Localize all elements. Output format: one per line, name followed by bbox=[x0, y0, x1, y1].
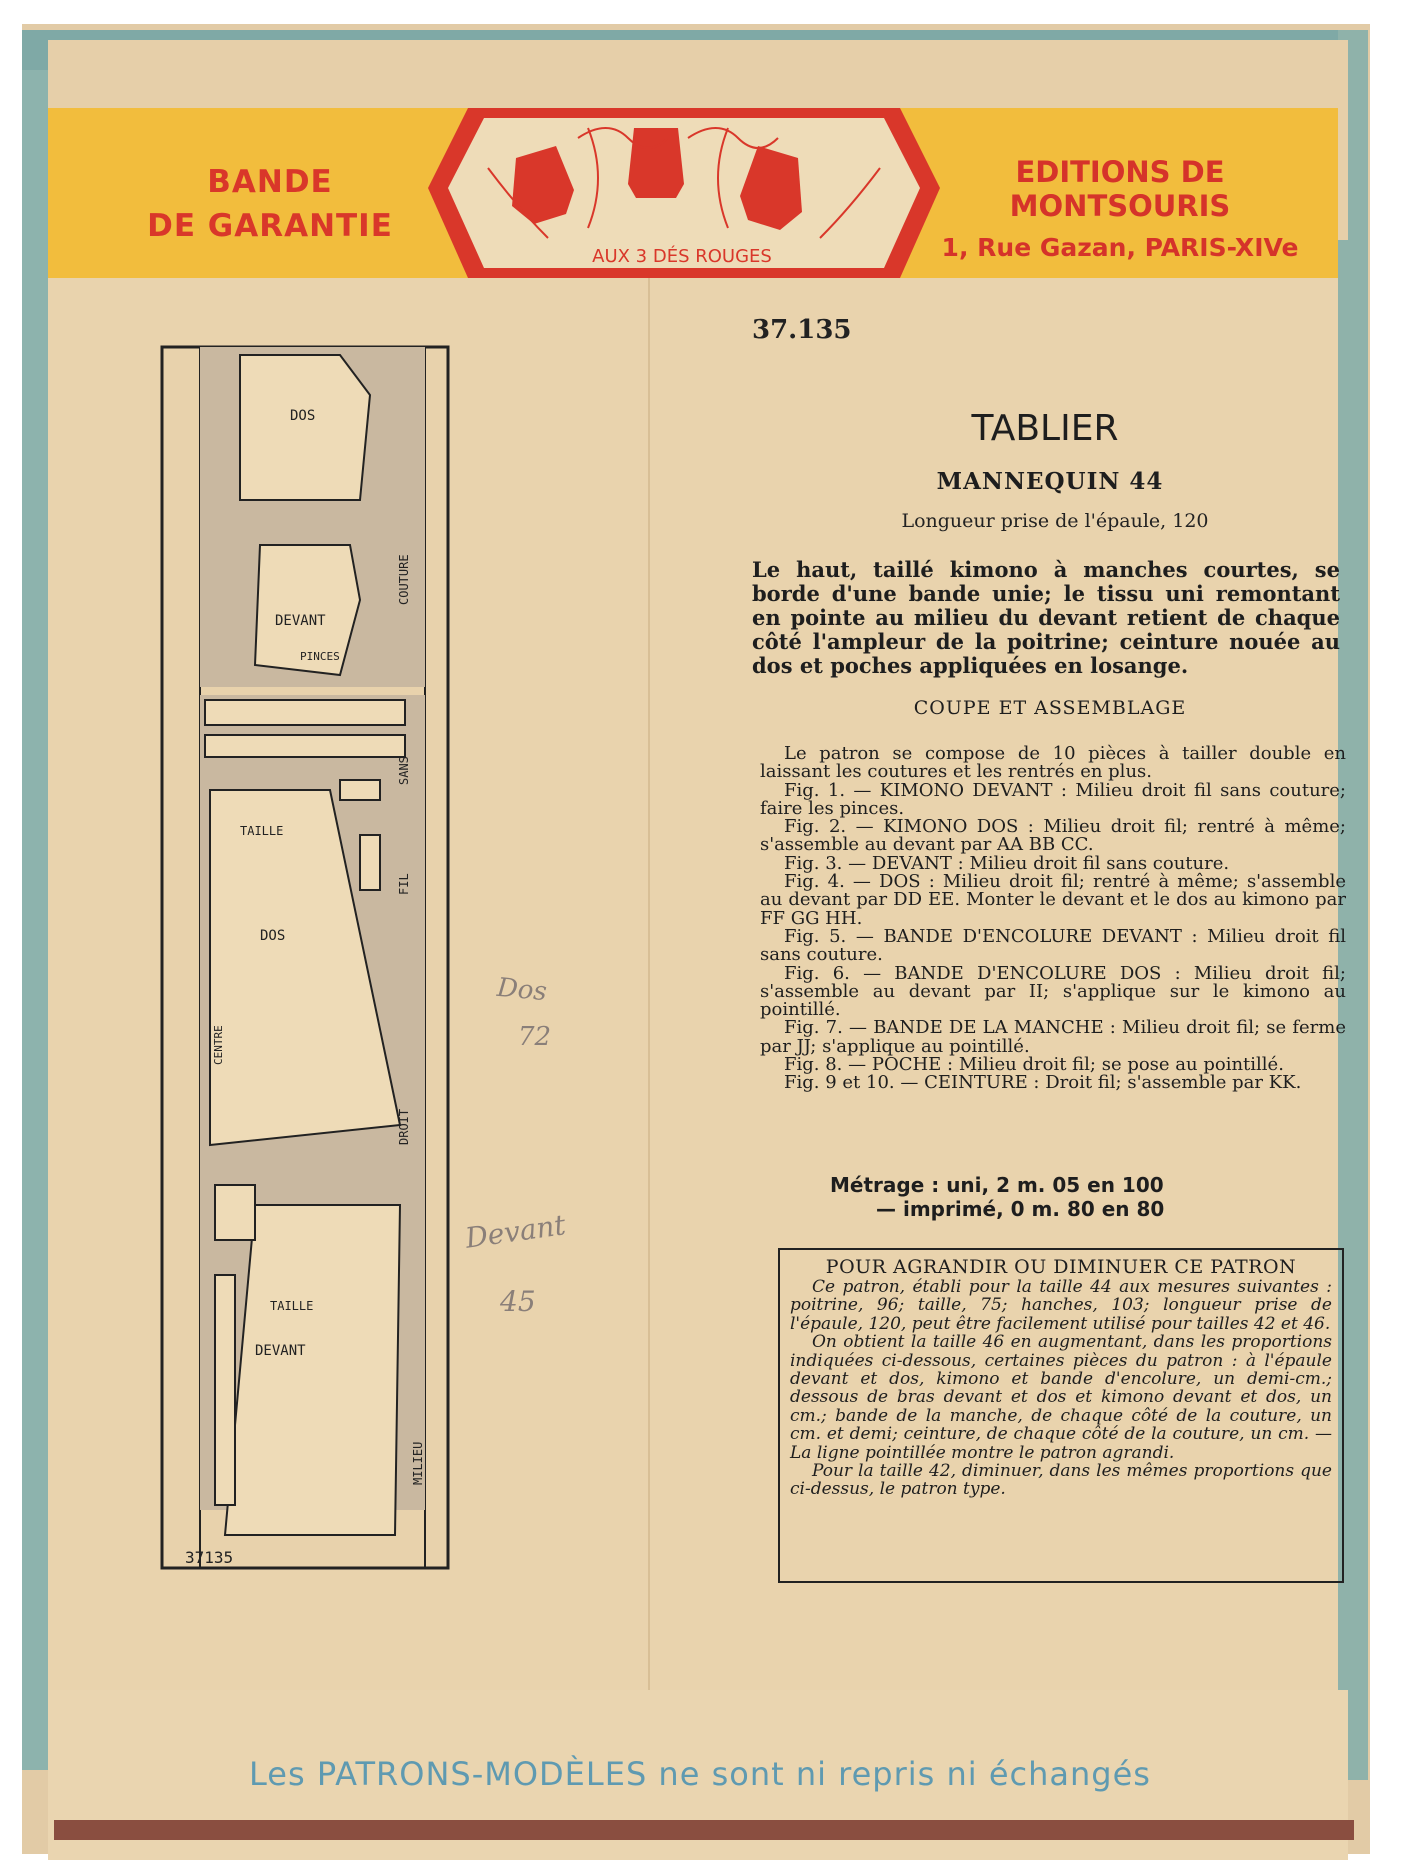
pattern-label-milieu: MILIEU bbox=[411, 1441, 425, 1485]
pattern-label-fil: FIL bbox=[397, 873, 411, 895]
resize-box-title: POUR AGRANDIR OU DIMINUER CE PATRON bbox=[825, 1256, 1297, 1278]
yardage-plain: Métrage : uni, 2 m. 05 en 100 bbox=[830, 1173, 1164, 1197]
handwritten-devant-value: 45 bbox=[500, 1285, 536, 1318]
resize-paragraph: On obtient la taille 46 en augmentant, dans les proportions indiquées ci-dessous, certaines pièces du patron : à l'épaule devant et dos, kimono et bande d'encolure, un demi-cm.; dessous de bras devant et dos et kimono devant et dos, un cm.; bande de la manche, de chaque côté de la couture, un cm. et demi; ceinture, de chaque côté de la couture, un cm. — La ligne pointillée montre le patron agrandi. bbox=[790, 1332, 1332, 1463]
pattern-label-dos: DOS bbox=[290, 408, 316, 424]
guarantee-line-2: DE GARANTIE bbox=[147, 208, 393, 244]
resize-paragraph: Ce patron, établi pour la taille 44 aux mesures suivantes : poitrine, 96; taille, 75; hanches, 103; longueur prise de l'épaule, 120, peut être facilement utilisé pour tailles 42 et 46. bbox=[790, 1277, 1332, 1334]
pattern-label-sans: SANS bbox=[397, 756, 411, 785]
guarantee-line-1: BANDE bbox=[207, 164, 333, 200]
pattern-label-dos-2: DOS bbox=[260, 928, 286, 944]
pattern-size: MANNEQUIN 44 bbox=[936, 468, 1164, 495]
instruction-line: Fig. 4. — DOS : Milieu droit fil; rentré à même; s'assemble au devant par DD EE. Monter le devant et le dos au kimono par FF GG HH. bbox=[760, 871, 1346, 929]
logo-caption: AUX 3 DÉS ROUGES bbox=[592, 246, 772, 267]
pattern-description: Le haut, taillé kimono à manches courtes, se borde d'une bande unie; le tissu uni remontant en pointe au milieu du devant retient de chaque côté l'ampleur de la poitrine; ceinture nouée au dos et poches appliquées en losange. bbox=[752, 557, 1340, 678]
instruction-line: Le patron se compose de 10 pièces à tailler double en laissant les coutures et les rentrés en plus. bbox=[760, 743, 1346, 783]
instruction-line: Fig. 3. — DEVANT : Milieu droit fil sans couture. bbox=[784, 852, 1230, 874]
fold-line bbox=[648, 278, 650, 1698]
instructions-block bbox=[760, 745, 1346, 1093]
instruction-line: Fig. 5. — BANDE D'ENCOLURE DEVANT : Milieu droit fil sans couture. bbox=[760, 925, 1346, 966]
handwritten-dos: Dos bbox=[495, 972, 549, 1008]
instruction-line: Fig. 7. — BANDE DE LA MANCHE : Milieu droit fil; se ferme par JJ; s'applique au pointillé. bbox=[760, 1017, 1346, 1057]
pattern-label-pinces: PINCES bbox=[300, 650, 340, 663]
handwritten-dos-value: 72 bbox=[518, 1022, 552, 1052]
guarantee-band-title bbox=[140, 160, 400, 248]
no-return-notice: Les PATRONS-MODÈLES ne sont ni repris ni échangés bbox=[249, 1755, 1151, 1793]
pattern-title: TABLIER bbox=[971, 408, 1119, 449]
pattern-label-taille-2: TAILLE bbox=[270, 1299, 314, 1313]
resize-paragraph: Pour la taille 42, diminuer, dans les mêmes proportions que ci-dessus, le patron type. bbox=[790, 1461, 1332, 1500]
fabric-yardage bbox=[830, 1173, 1164, 1221]
length-note: Longueur prise de l'épaule, 120 bbox=[901, 510, 1209, 532]
pattern-label-centre: CENTRE bbox=[212, 1025, 225, 1065]
resize-instructions-box bbox=[778, 1248, 1344, 1583]
pattern-label-devant-2: DEVANT bbox=[255, 1343, 306, 1359]
section-title: COUPE ET ASSEMBLAGE bbox=[913, 697, 1187, 719]
publisher-address: 1, Rue Gazan, PARIS-XIVe bbox=[941, 233, 1299, 262]
instruction-line: Fig. 2. — KIMONO DOS : Milieu droit fil; rentré à même; s'assemble au devant par AA BB CC. bbox=[760, 816, 1346, 856]
pattern-layout-diagram bbox=[160, 345, 450, 1570]
publisher-name: EDITIONS DE MONTSOURIS bbox=[1009, 155, 1231, 223]
publisher-block bbox=[930, 155, 1310, 262]
instruction-line: Fig. 9 et 10. — CEINTURE : Droit fil; s'assemble par KK. bbox=[784, 1072, 1302, 1094]
handwritten-devant: Devant bbox=[463, 1208, 568, 1255]
instruction-line: Fig. 1. — KIMONO DEVANT : Milieu droit fil sans couture; faire les pinces. bbox=[760, 779, 1346, 819]
red-bottom-edge bbox=[54, 1820, 1354, 1840]
pattern-label-couture: COUTURE bbox=[397, 554, 411, 605]
yardage-printed: — imprimé, 0 m. 80 en 80 bbox=[876, 1197, 1165, 1221]
pattern-label-taille: TAILLE bbox=[240, 824, 284, 838]
instruction-line: Fig. 6. — BANDE D'ENCOLURE DOS : Milieu droit fil; s'assemble au devant par II; s'applique sur le kimono au pointillé. bbox=[760, 962, 1346, 1021]
pattern-label-droit: DROIT bbox=[397, 1108, 411, 1145]
instruction-line: Fig. 8. — POCHE : Milieu droit fil; se pose au pointillé. bbox=[784, 1054, 1284, 1076]
pattern-number: 37135 bbox=[185, 1548, 234, 1567]
pattern-label-devant: DEVANT bbox=[275, 613, 326, 629]
pattern-reference-number: 37.135 bbox=[752, 315, 852, 345]
